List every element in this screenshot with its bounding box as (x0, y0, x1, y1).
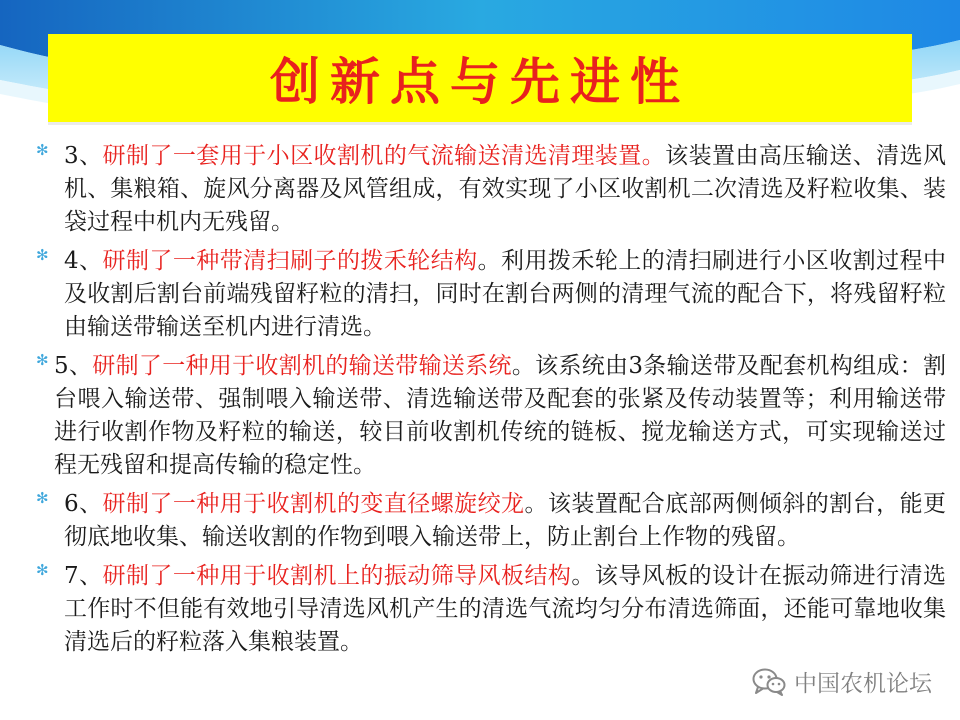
watermark-text: 中国农机论坛 (794, 671, 932, 697)
page-title: 创新点与先进性 (270, 52, 690, 111)
item-highlight: 研制了一套用于小区收割机的气流输送清选清理装置。 (102, 143, 666, 169)
item-paragraph (54, 350, 946, 482)
item-highlight: 研制了一种用于收割机上的振动筛导风板结构 (102, 563, 572, 589)
item-number: 3、 (64, 143, 103, 169)
item-text: 该装置由高压输送、清选风机、集粮箱、旋风分离器及风管组成，有效实现了小区收割机二次清选及籽粒收集、装袋过程中机内无残留。 (64, 143, 947, 235)
item-paragraph (64, 140, 946, 239)
snowflake-bullet-icon: ✻ (36, 489, 49, 507)
snowflake-bullet-icon: ✻ (36, 351, 49, 369)
item-paragraph (64, 560, 946, 659)
item-number: 6、 (64, 491, 103, 517)
item-highlight: 研制了一种用于收割机的输送带输送系统 (92, 353, 512, 379)
content-list (36, 140, 946, 665)
title-banner (48, 34, 912, 122)
snowflake-bullet-icon: ✻ (36, 561, 49, 579)
list-item (36, 140, 946, 239)
item-number: 5、 (54, 353, 93, 379)
snowflake-bullet-icon: ✻ (36, 141, 49, 159)
item-text: 。该装置配合底部两侧倾斜的割台，能更彻底地收集、输送收割的作物到喂入输送带上，防止割台上作物的残留。 (64, 491, 947, 550)
snowflake-bullet-icon: ✻ (36, 246, 49, 264)
wechat-icon (752, 668, 786, 696)
item-text: 。该系统由3条输送带及配套机构组成：割台喂入输送带、强制喂入输送带、清选输送带及配套的张紧及传动装置等；利用输送带进行收割作物及籽粒的输送，较目前收割机传统的链板、搅龙输送方式，可实现输送过程无残留和提高传输的稳定性。 (54, 353, 947, 478)
list-item (36, 350, 946, 482)
item-number: 7、 (64, 563, 103, 589)
list-item (36, 560, 946, 659)
list-item (36, 245, 946, 344)
item-paragraph (64, 488, 946, 554)
item-highlight: 研制了一种带清扫刷子的拨禾轮结构 (102, 248, 478, 274)
item-highlight: 研制了一种用于收割机的变直径螺旋绞龙 (102, 491, 525, 517)
item-number: 4、 (64, 248, 103, 274)
item-text: 。该导风板的设计在振动筛进行清选工作时不但能有效地引导清选风机产生的清选气流均匀分布清选筛面，还能可靠地收集清选后的籽粒落入集粮装置。 (64, 563, 947, 655)
item-paragraph (64, 245, 946, 344)
watermark (752, 665, 932, 698)
list-item (36, 488, 946, 554)
item-text: 。利用拨禾轮上的清扫刷进行小区收割过程中及收割后割台前端残留籽粒的清扫，同时在割台两侧的清理气流的配合下，将残留籽粒由输送带输送至机内进行清选。 (64, 248, 947, 340)
